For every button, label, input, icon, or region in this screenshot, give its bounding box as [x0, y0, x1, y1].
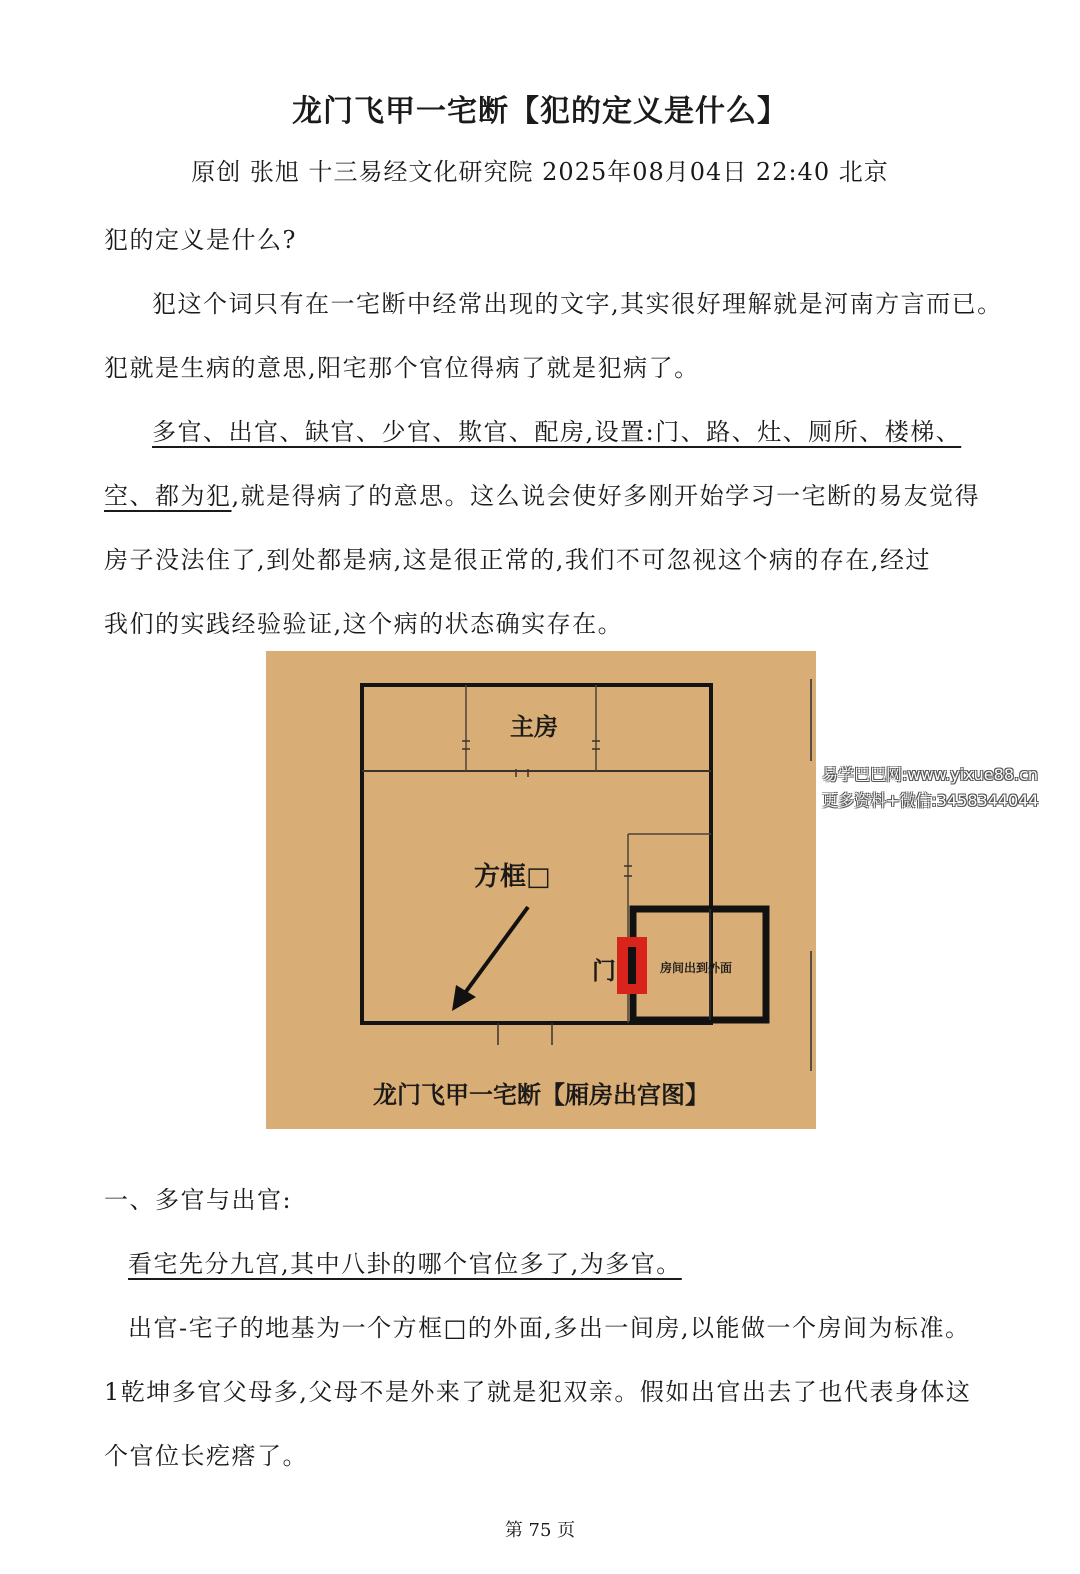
- door-label: 门: [592, 957, 616, 985]
- byline: 原创 张旭 十三易经文化研究院 2025年08月04日 22:40 北京: [191, 158, 889, 186]
- paragraph-2-line-2-rest: ,就是得病了的意思。这么说会使好多刚开始学习一宅断的易友觉得: [231, 482, 981, 510]
- paragraph-1-line-2: 犯就是生病的意思,阳宅那个官位得病了就是犯病了。: [104, 354, 700, 382]
- paragraph-2-line-2: [104, 476, 981, 511]
- square-box-label: 方框□: [474, 862, 551, 892]
- figure-caption: 龙门飞甲一宅断【厢房出宫图】: [373, 1081, 709, 1109]
- arrow-head: [452, 985, 476, 1011]
- underlined-phrase: 空、都为犯: [104, 482, 232, 510]
- room-outside-label: 房间出到外面: [660, 961, 733, 975]
- page-title: 龙门飞甲一宅断【犯的定义是什么】: [292, 94, 788, 129]
- watermark-line-2: 更多资料+微信:3458344044: [822, 791, 1039, 810]
- watermark-line-1: 易学巴巴网:www.yixue88.cn: [822, 765, 1039, 784]
- main-room-label: 主房: [510, 713, 558, 741]
- question-line: 犯的定义是什么?: [104, 226, 297, 254]
- page-number: 第 75 页: [504, 1520, 576, 1541]
- paragraph-2-line-3: 房子没法住了,到处都是病,这是很正常的,我们不可忽视这个病的存在,经过: [104, 546, 932, 574]
- floor-plan-figure: [266, 651, 816, 1129]
- paragraph-2-line-4: 我们的实践经验验证,这个病的状态确实存在。: [104, 610, 624, 638]
- section-1-line-1: [128, 1244, 998, 1279]
- paragraph-1-line-1: 犯这个词只有在一宅断中经常出现的文字,其实很好理解就是河南方言而已。: [152, 290, 1003, 318]
- section-1-heading: 一、多官与出官:: [104, 1186, 293, 1214]
- door-mark: [628, 947, 636, 984]
- section-1-line-1-text: 看宅先分九宫,其中八卦的哪个官位多了,为多官。: [128, 1250, 682, 1278]
- arrow-shaft: [462, 907, 528, 997]
- section-1-line-2: 出官-宅子的地基为一个方框□的外面,多出一间房,以能做一个房间为标准。: [128, 1314, 971, 1342]
- section-1-line-3: 1乾坤多官父母多,父母不是外来了就是犯双亲。假如出官出去了也代表身体这: [104, 1378, 972, 1406]
- bottom-ticks: [498, 1023, 552, 1045]
- paragraph-2-line-1: 多官、出官、缺官、少官、欺官、配房,设置:门、路、灶、厕所、楼梯、: [152, 418, 962, 446]
- section-1-line-4: 个官位长疙瘩了。: [104, 1442, 308, 1470]
